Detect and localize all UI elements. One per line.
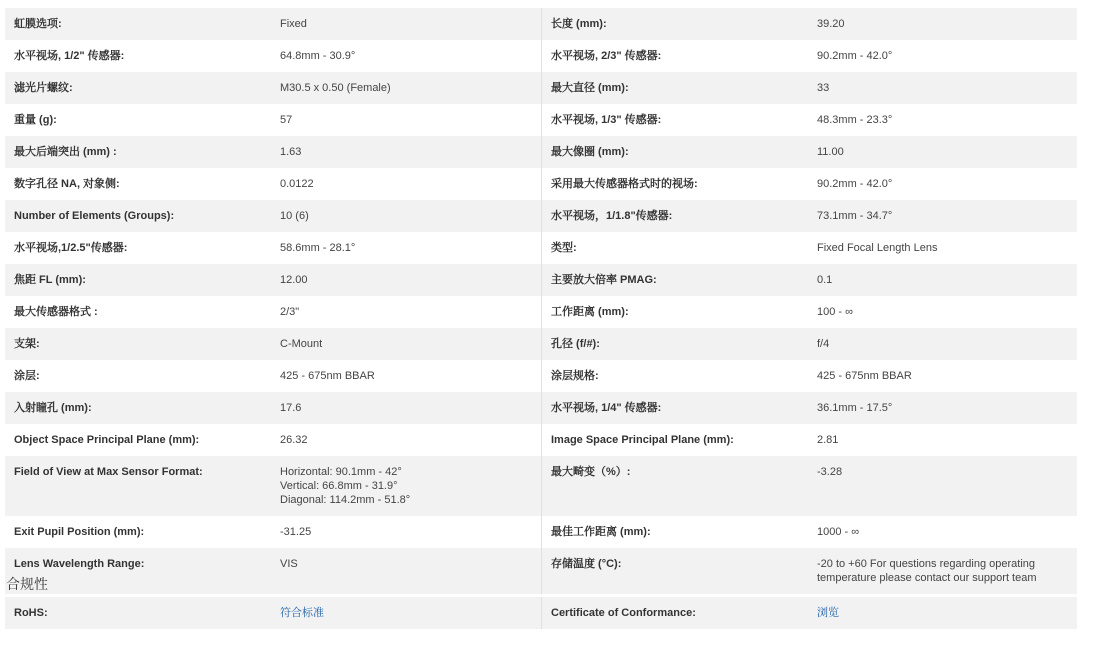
spec-value: 64.8mm - 30.9° [280, 50, 356, 62]
spec-value: 425 - 675nm BBAR [817, 370, 912, 382]
spec-label: Field of View at Max Sensor Format: [14, 466, 203, 478]
spec-label: 水平视场, 1/3" 传感器: [551, 114, 662, 126]
spec-right-cell [541, 548, 1077, 594]
spec-value: 1000 - ∞ [817, 526, 860, 538]
spec-label: Object Space Principal Plane (mm): [14, 434, 200, 446]
spec-label: Certificate of Conformance: [551, 607, 696, 619]
spec-label: 孔径 (f/#): [551, 338, 600, 350]
spec-right-cell [541, 516, 1077, 548]
spec-label: 水平视场,1/2.5"传感器: [14, 242, 128, 254]
spec-row [5, 548, 1077, 594]
spec-left-cell [5, 72, 541, 104]
spec-label: 最佳工作距离 (mm): [551, 526, 651, 538]
spec-label: 水平视场, 2/3" 传感器: [551, 50, 662, 62]
spec-value: -31.25 [280, 526, 312, 538]
compliance-table [5, 597, 1077, 629]
spec-value: M30.5 x 0.50 (Female) [280, 82, 391, 94]
spec-value: 12.00 [280, 274, 308, 286]
spec-row [5, 136, 1077, 168]
spec-left-cell [5, 548, 541, 594]
spec-label: 支架: [14, 338, 40, 350]
spec-right-cell [541, 456, 1077, 516]
spec-label: 最大畸变（%）: [551, 466, 631, 478]
spec-label: Lens Wavelength Range: [14, 558, 145, 570]
spec-value: 100 - ∞ [817, 306, 853, 318]
spec-value: 1.63 [280, 146, 302, 158]
spec-label: 采用最大传感器格式时的视场: [551, 178, 698, 190]
spec-value: 90.2mm - 42.0° [817, 178, 893, 190]
spec-row [5, 597, 1077, 629]
spec-label: 重量 (g): [14, 114, 57, 126]
spec-label: 最大传感器格式 : [14, 306, 98, 318]
spec-link[interactable]: 浏览 [817, 607, 839, 619]
spec-label: 入射瞳孔 (mm): [14, 402, 92, 414]
spec-right-cell [541, 168, 1077, 200]
spec-link[interactable]: 符合标准 [280, 607, 324, 619]
spec-right-cell [541, 296, 1077, 328]
spec-label: 最大直径 (mm): [551, 82, 629, 94]
spec-value: -3.28 [817, 466, 843, 478]
spec-value: f/4 [817, 338, 830, 350]
spec-right-cell [541, 136, 1077, 168]
spec-value: 57 [280, 114, 293, 126]
spec-row [5, 424, 1077, 456]
spec-right-cell [541, 424, 1077, 456]
spec-right-cell [541, 264, 1077, 296]
spec-left-cell [5, 232, 541, 264]
spec-label: 类型: [551, 242, 577, 254]
spec-label: 最大后端突出 (mm) : [14, 146, 117, 158]
spec-value: 2/3" [280, 306, 300, 318]
spec-right-cell [541, 104, 1077, 136]
spec-right-cell [541, 360, 1077, 392]
spec-left-cell [5, 456, 541, 516]
spec-value: 39.20 [817, 18, 845, 30]
spec-row [5, 296, 1077, 328]
specifications-table [5, 8, 1077, 594]
spec-right-cell [541, 328, 1077, 360]
spec-left-cell [5, 328, 541, 360]
spec-value: C-Mount [280, 338, 323, 350]
spec-label: 水平视场, 1/4" 传感器: [551, 402, 662, 414]
spec-label: 工作距离 (mm): [551, 306, 629, 318]
spec-left-cell [5, 516, 541, 548]
spec-label: 长度 (mm): [551, 18, 607, 30]
spec-label: 虹膜选项: [14, 18, 62, 30]
spec-left-cell [5, 136, 541, 168]
spec-value: 26.32 [280, 434, 308, 446]
spec-row [5, 200, 1077, 232]
spec-label: Number of Elements (Groups): [14, 210, 175, 222]
spec-label: 存储温度 (°C): [551, 558, 622, 570]
spec-label: 涂层: [14, 370, 40, 382]
spec-left-cell [5, 392, 541, 424]
spec-row [5, 360, 1077, 392]
spec-right-cell [541, 392, 1077, 424]
spec-left-cell [5, 296, 541, 328]
spec-left-cell [5, 104, 541, 136]
spec-label: 数字孔径 NA, 对象侧: [14, 178, 120, 190]
compliance-section-title: 合规性 [6, 576, 48, 592]
spec-label: 滤光片螺纹: [14, 82, 73, 94]
spec-label: Image Space Principal Plane (mm): [551, 434, 734, 446]
spec-label: 焦距 FL (mm): [14, 274, 86, 286]
spec-left-cell [5, 360, 541, 392]
spec-left-cell [5, 168, 541, 200]
spec-row [5, 456, 1077, 516]
spec-label: 水平视场, 1/2" 传感器: [14, 50, 125, 62]
spec-right-cell [541, 40, 1077, 72]
spec-row [5, 40, 1077, 72]
spec-value: 58.6mm - 28.1° [280, 242, 356, 254]
spec-right-cell [541, 8, 1077, 40]
spec-right-cell [541, 597, 1077, 629]
spec-row [5, 72, 1077, 104]
spec-right-cell [541, 72, 1077, 104]
spec-left-cell [5, 40, 541, 72]
spec-row [5, 168, 1077, 200]
spec-row [5, 516, 1077, 548]
spec-row [5, 392, 1077, 424]
spec-left-cell [5, 597, 541, 629]
spec-value: 90.2mm - 42.0° [817, 50, 893, 62]
spec-value: 73.1mm - 34.7° [817, 210, 893, 222]
spec-value: VIS [280, 558, 298, 570]
spec-label: 水平视场，1/1.8"传感器: [551, 210, 673, 222]
spec-value: 33 [817, 82, 830, 94]
spec-value: 48.3mm - 23.3° [817, 114, 893, 126]
spec-value: 11.00 [817, 146, 844, 158]
spec-label: Exit Pupil Position (mm): [14, 526, 145, 538]
spec-value: Fixed Focal Length Lens [817, 242, 938, 254]
spec-value: Fixed [280, 18, 307, 30]
spec-label: 涂层规格: [551, 370, 599, 382]
spec-row [5, 328, 1077, 360]
spec-value: 2.81 [817, 434, 839, 446]
spec-left-cell [5, 264, 541, 296]
spec-row [5, 8, 1077, 40]
spec-row [5, 264, 1077, 296]
spec-left-cell [5, 424, 541, 456]
spec-value: 10 (6) [280, 210, 309, 222]
spec-left-cell [5, 200, 541, 232]
spec-label: 最大像圈 (mm): [551, 146, 629, 158]
spec-value: -20 to +60 For questions regarding operating temperature please contact our support team [817, 558, 1037, 584]
spec-row [5, 232, 1077, 264]
spec-value: Horizontal: 90.1mm - 42° Vertical: 66.8mm - 31.9° Diagonal: 114.2mm - 51.8° [280, 466, 411, 506]
spec-value: 425 - 675nm BBAR [280, 370, 375, 382]
spec-right-cell [541, 232, 1077, 264]
spec-left-cell [5, 8, 541, 40]
spec-label: 主要放大倍率 PMAG: [551, 274, 657, 286]
spec-label: RoHS: [14, 607, 48, 619]
spec-value: 17.6 [280, 402, 302, 414]
spec-value: 0.1 [817, 274, 833, 286]
spec-value: 36.1mm - 17.5° [817, 402, 893, 414]
spec-value: 0.0122 [280, 178, 314, 190]
spec-row [5, 104, 1077, 136]
spec-right-cell [541, 200, 1077, 232]
